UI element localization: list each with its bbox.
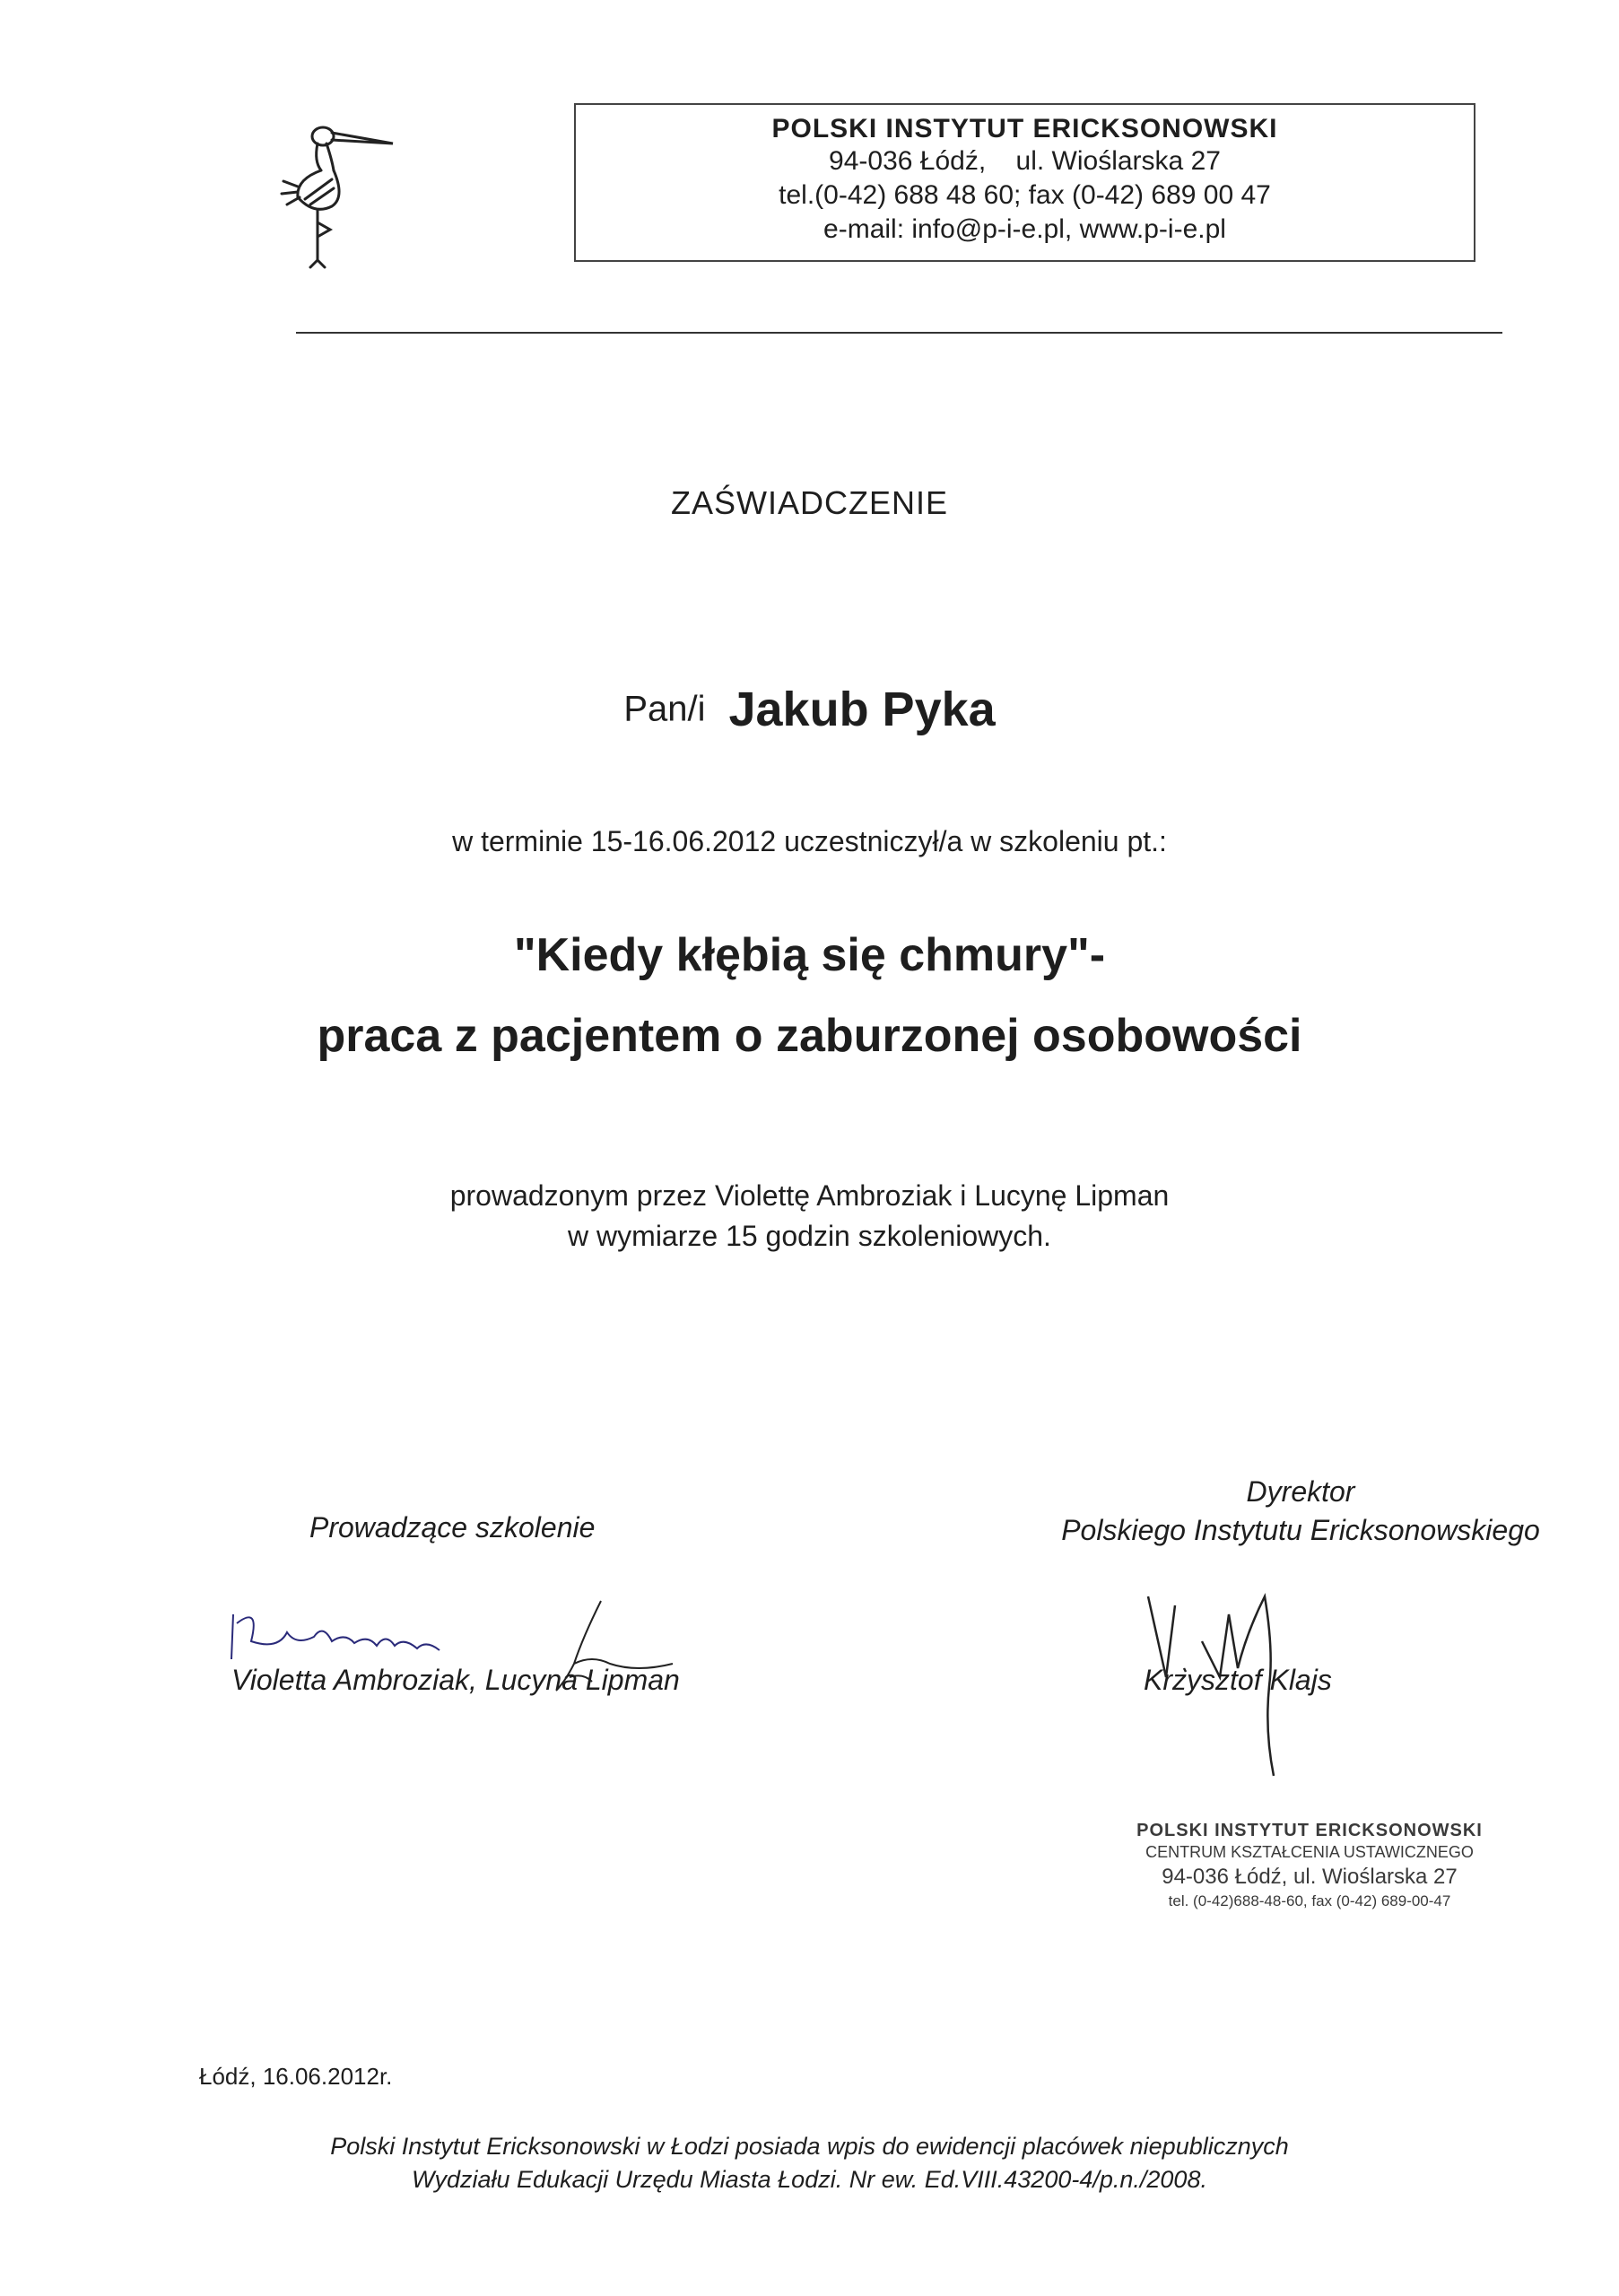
recipient-line [0,682,1619,737]
trainers-names: Violetta Ambroziak, Lucyna Lipman [231,1664,680,1696]
course-title-line2: praca z pacjentem o zaburzonej osobowości [317,1010,1302,1062]
trainers-heading: Prowadzące szkolenie [309,1511,596,1544]
institute-address: 94-036 Łódź, ul. Wioślarska 27 [829,146,1221,176]
issue-date: Łódź, 16.06.2012r. [199,2063,393,2090]
course-title-line1: "Kiedy kłębią się chmury"- [513,929,1106,981]
institute-stamp [1121,1821,1498,1910]
recipient-name: Jakub Pyka [728,683,996,736]
term-line: w terminie 15-16.06.2012 uczestniczył/a w szkoleniu pt.: [452,825,1167,857]
signature-lipman [538,1592,682,1718]
director-name: Krzysztof Klajs [1144,1664,1332,1696]
stamp-line4: tel. (0-42)688-48-60, fax (0-42) 689-00-47 [1168,1892,1451,1909]
salutation: Pan/i [623,689,706,729]
institute-contact: e-mail: info@p-i-e.pl, www.p-i-e.pl [823,214,1226,244]
institute-phone: tel.(0-42) 688 48 60; fax (0-42) 689 00 47 [779,180,1271,210]
stamp-line1: POLSKI INSTYTUT ERICKSONOWSKI [1136,1821,1483,1840]
document-title: ZAŚWIADCZENIE [670,484,948,521]
director-title: Dyrektor [1246,1475,1355,1508]
footer-line1: Polski Instytut Ericksonowski w Łodzi posiada wpis do ewidencji placówek niepublicznych [330,2133,1289,2160]
footer-line2: Wydziału Edukacji Urzędu Miasta Łodzi. Nr ew. Ed.VIII.43200-4/p.n./2008. [412,2166,1207,2193]
institute-header [574,103,1475,262]
stamp-line3: 94-036 Łódź, ul. Wioślarska 27 [1162,1865,1458,1889]
director-institute: Polskiego Instytutu Ericksonowskiego [1061,1514,1540,1546]
hours-line: w wymiarze 15 godzin szkoleniowych. [568,1220,1051,1252]
stork-icon [278,117,413,269]
led-by-line: prowadzonym przez Violettę Ambroziak i Lucynę Lipman [449,1179,1170,1212]
institute-name: POLSKI INSTYTUT ERICKSONOWSKI [771,114,1278,144]
header-divider [296,332,1502,334]
stamp-line2: CENTRUM KSZTAŁCENIA USTAWICZNEGO [1145,1843,1474,1861]
